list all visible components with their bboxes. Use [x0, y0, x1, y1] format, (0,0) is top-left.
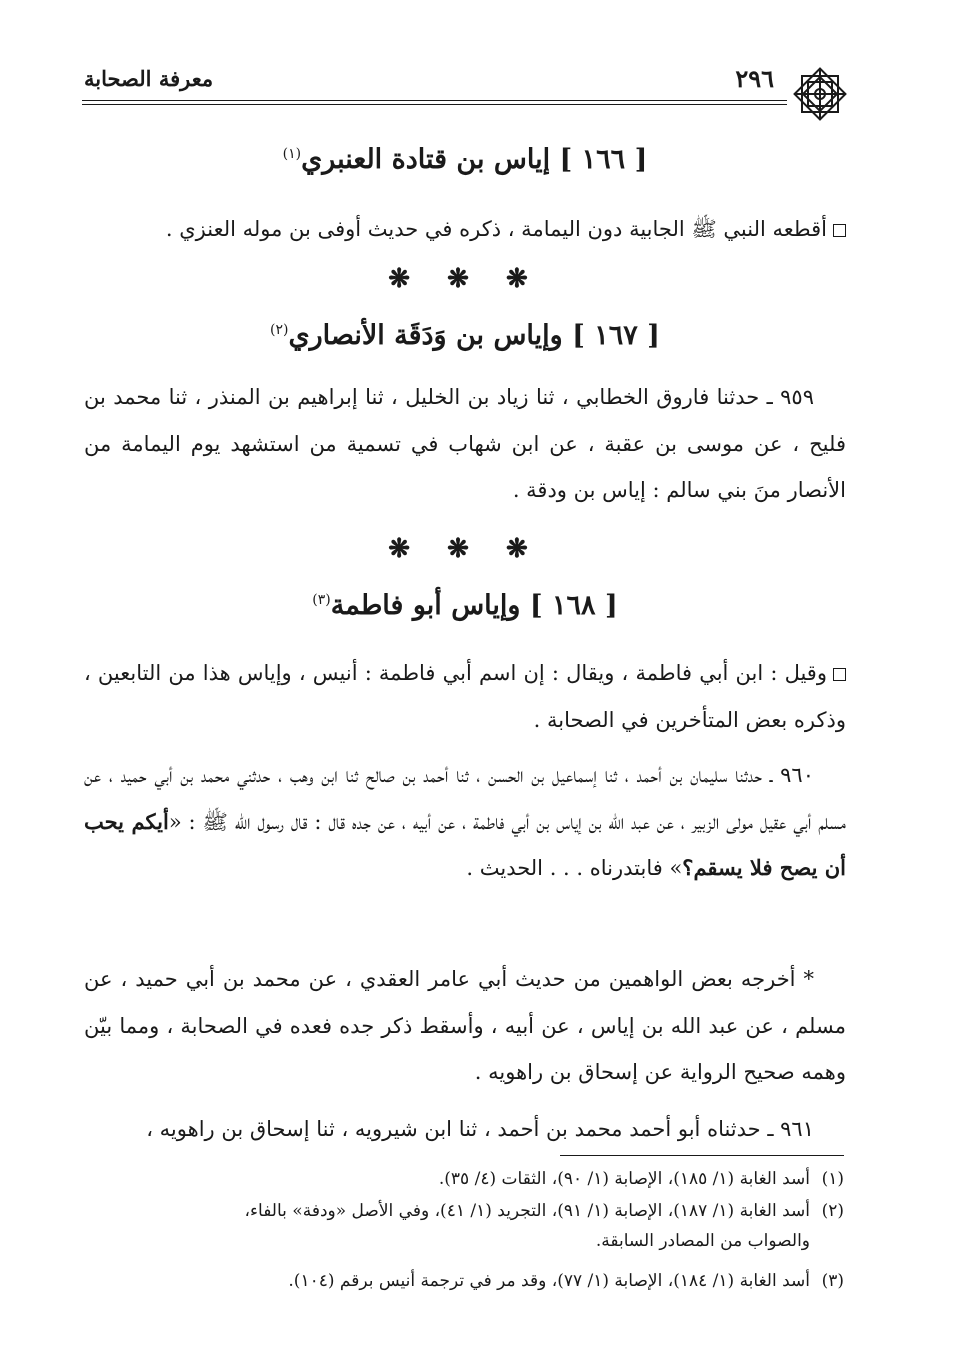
header-rule [82, 100, 787, 101]
entry-number: ١٦٧ [594, 320, 638, 351]
header-rule-double [82, 104, 787, 105]
square-bullet-icon [833, 224, 846, 237]
footnote-2: (٢)أسد الغابة (١/ ١٨٧)، الإصابة (١/ ٩١)، التجريد (١/ ٤١)، وفي الأصل «ودفة» بالفاء، والصواب من المصادر السابقة. [244, 1201, 844, 1251]
hadith-961: ٩٦١ ـ حدثناه أبو أحمد محمد بن أحمد ، ثنا ابن شيرويه ، ثنا إسحاق بن راهويه ، [146, 1117, 814, 1141]
section-separator: ❋ ❋ ❋ [388, 534, 542, 564]
hadith-960: ٩٦٠ ـ حدثنا سليمان بن أحمد ، ثنا إسماعيل بن الحسن ، ثنا أحمد بن صالح ثنا ابن وهب ، حدثني محمد بن أبي حميد ، عن مسلم أبي عقيل مولى الزبير ، عن عبد الله بن إياس بن أبي فاطمة ، عن أبيه ، عن جده قال : قال رسول الله ﷺ : «أيكم يحب أن يصح فلا يسقم؟» فابتدرناه . . . الحديث . [84, 763, 846, 880]
section-separator: ❋ ❋ ❋ [388, 264, 542, 294]
footnote-ref[interactable]: (١) [282, 146, 302, 162]
entry-number: ١٦٦ [581, 144, 626, 175]
entry-intro-168: وقيل : ابن أبي فاطمة ، ويقال : إن اسم أبي فاطمة : أنيس ، وإياس هذا من التابعين ، وذكره بعض المتأخرين في الصحابة . [84, 661, 846, 732]
footnote-3: (٣)أسد الغابة (١/ ١٨٤)، الإصابة (١/ ٧٧)، وقد مر في ترجمة أنيس برقم (١٠٤). [288, 1271, 844, 1291]
entry-name: إياس بن قتادة العنبري [301, 144, 551, 175]
page-number: ٢٩٦ [735, 64, 774, 93]
running-title: معرفة الصحابة [84, 66, 214, 91]
entry-number: ١٦٨ [552, 590, 596, 621]
hadith-959: ٩٥٩ ـ حدثنا فاروق الخطابي ، ثنا زياد بن الخليل ، ثنا إبراهيم بن المنذر ، ثنا محمد بن فليح ، عن موسى بن عقبة ، عن ابن شهاب في تسمية من استشهد يوم اليمامة من الأنصار منَ بني سالم : إياس بن ودقة . [84, 385, 846, 502]
footnote-1: (١)أسد الغابة (١/ ١٨٥)، الإصابة (١/ ٩٠)، الثقات (٤/ ٣٥). [438, 1169, 844, 1189]
entry-text-166: أقطعه النبي ﷺ الجابية دون اليمامة ، ذكره في حديث أوفى بن موله العنزي . [84, 206, 846, 253]
prophetic-quote: أيكم يحب أن يصح فلا يسقم؟ [84, 808, 846, 880]
octagram-star-icon [790, 64, 850, 124]
entry-name: وإياس أبو فاطمة [330, 590, 521, 621]
entry-heading-167: [ ١٦٧ ] وإياس بن وَدَقَة الأنصاري$^{(٢)}$ [270, 320, 660, 351]
footnote-ref[interactable]: (٢) [270, 322, 289, 338]
footnote-ref[interactable]: (٣) [312, 592, 331, 608]
footnote-rule [560, 1155, 844, 1156]
entry-heading-166: [ ١٦٦ ] إياس بن قتادة العنبري$^{(١)}$ [282, 144, 648, 175]
editor-comment: * أخرجه بعض الواهمين من حديث أبي عامر العقدي ، عن محمد بن أبي حميد ، عن مسلم ، عن عبد الله بن إياس ، عن أبيه ، وأسقط ذكر جده فعده في الصحابة ، ومما بيّن وهمه صحيح الرواية عن إسحاق بن راهويه . [84, 967, 846, 1084]
entry-name: وإياس بن وَدَقَة الأنصاري [288, 320, 563, 351]
square-bullet-icon [833, 668, 846, 681]
entry-heading-168: [ ١٦٨ ] وإياس أبو فاطمة$^{(٣)}$ [312, 590, 618, 621]
